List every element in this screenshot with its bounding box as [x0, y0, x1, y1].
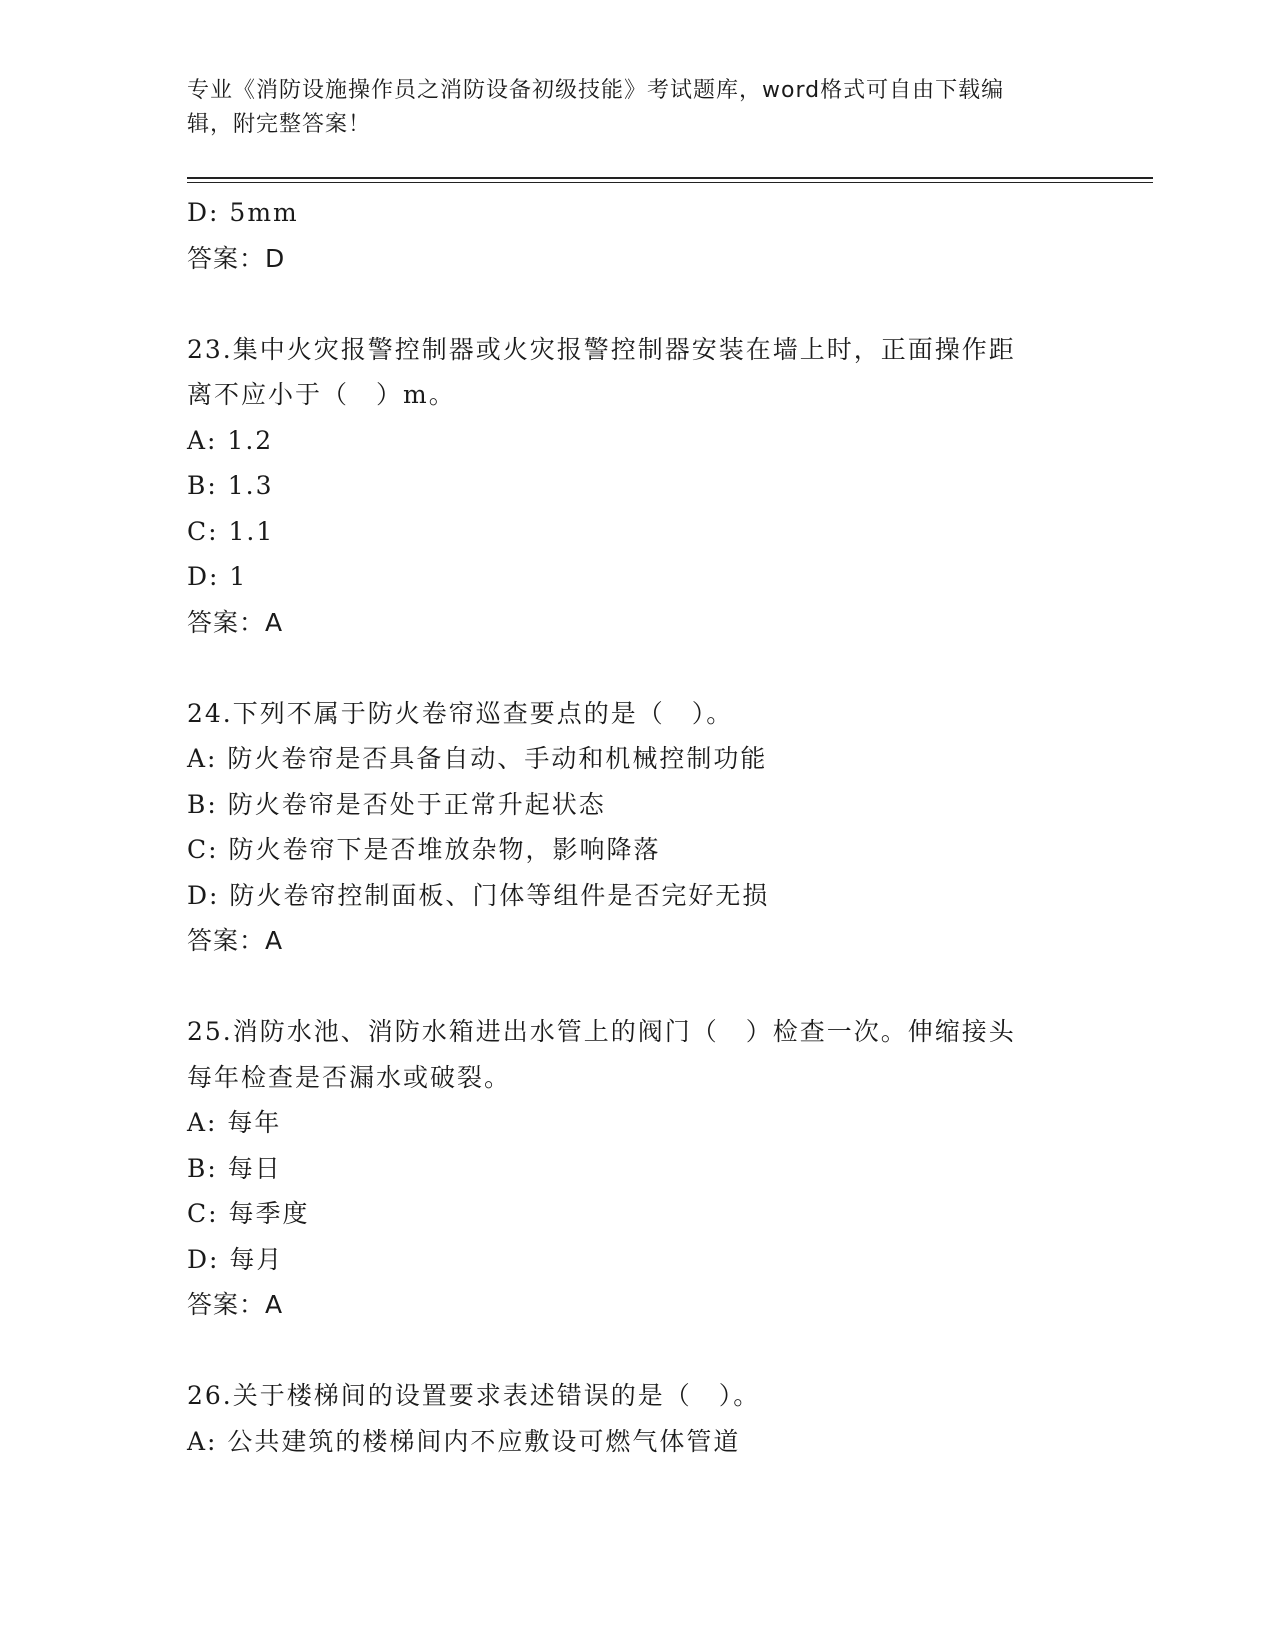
option-d: D: 1: [187, 562, 248, 591]
question-stem: 25.消防水池、消防水箱进出水管上的阀门（ ）检查一次。伸缩接头: [187, 1017, 1016, 1046]
header-rule-thick: [187, 177, 1153, 179]
option-a: A: 公共建筑的楼梯间内不应敷设可燃气体管道: [187, 1426, 741, 1456]
answer: 答案：A: [187, 1290, 284, 1319]
header-line-1: 专业《消防设施操作员之消防设备初级技能》考试题库，word格式可自由下载编: [187, 78, 1005, 103]
header-line-2: 辑，附完整答案！: [187, 112, 372, 137]
option-b: B: 每日: [187, 1153, 282, 1183]
option-c: C: 1.1: [187, 516, 275, 546]
question-26: [187, 1373, 1087, 1464]
prev-option-d: D: 5mm: [187, 198, 299, 227]
question-24: [187, 691, 1087, 964]
question-23: [187, 327, 1087, 646]
prev-answer: 答案：D: [187, 243, 286, 273]
document-header: [187, 74, 1067, 142]
answer: 答案：A: [187, 607, 284, 637]
header-rule-thin: [187, 182, 1153, 183]
option-c: C: 每季度: [187, 1199, 310, 1228]
question-stem-cont: 每年检查是否漏水或破裂。: [187, 1062, 512, 1092]
question-stem-cont: 离不应小于（ ）m。: [187, 380, 456, 409]
question-stem: 23.集中火灾报警控制器或火灾报警控制器安装在墙上时，正面操作距: [187, 334, 1016, 364]
option-c: C: 防火卷帘下是否堆放杂物，影响降落: [187, 835, 661, 864]
option-a: A: 防火卷帘是否具备自动、手动和机械控制功能: [187, 744, 768, 773]
option-a: A: 1.2: [187, 425, 274, 455]
question-25: [187, 1009, 1087, 1328]
question-content: [187, 190, 1087, 1464]
option-d: D: 每月: [187, 1244, 284, 1274]
option-a: A: 每年: [187, 1108, 282, 1137]
question-stem: 26.关于楼梯间的设置要求表述错误的是（ ）。: [187, 1381, 761, 1410]
option-b: B: 1.3: [187, 471, 274, 500]
question-stem: 24.下列不属于防火卷帘巡查要点的是（ ）。: [187, 698, 734, 728]
answer: 答案：A: [187, 926, 284, 955]
option-d: D: 防火卷帘控制面板、门体等组件是否完好无损: [187, 880, 770, 910]
option-b: B: 防火卷帘是否处于正常升起状态: [187, 789, 606, 819]
